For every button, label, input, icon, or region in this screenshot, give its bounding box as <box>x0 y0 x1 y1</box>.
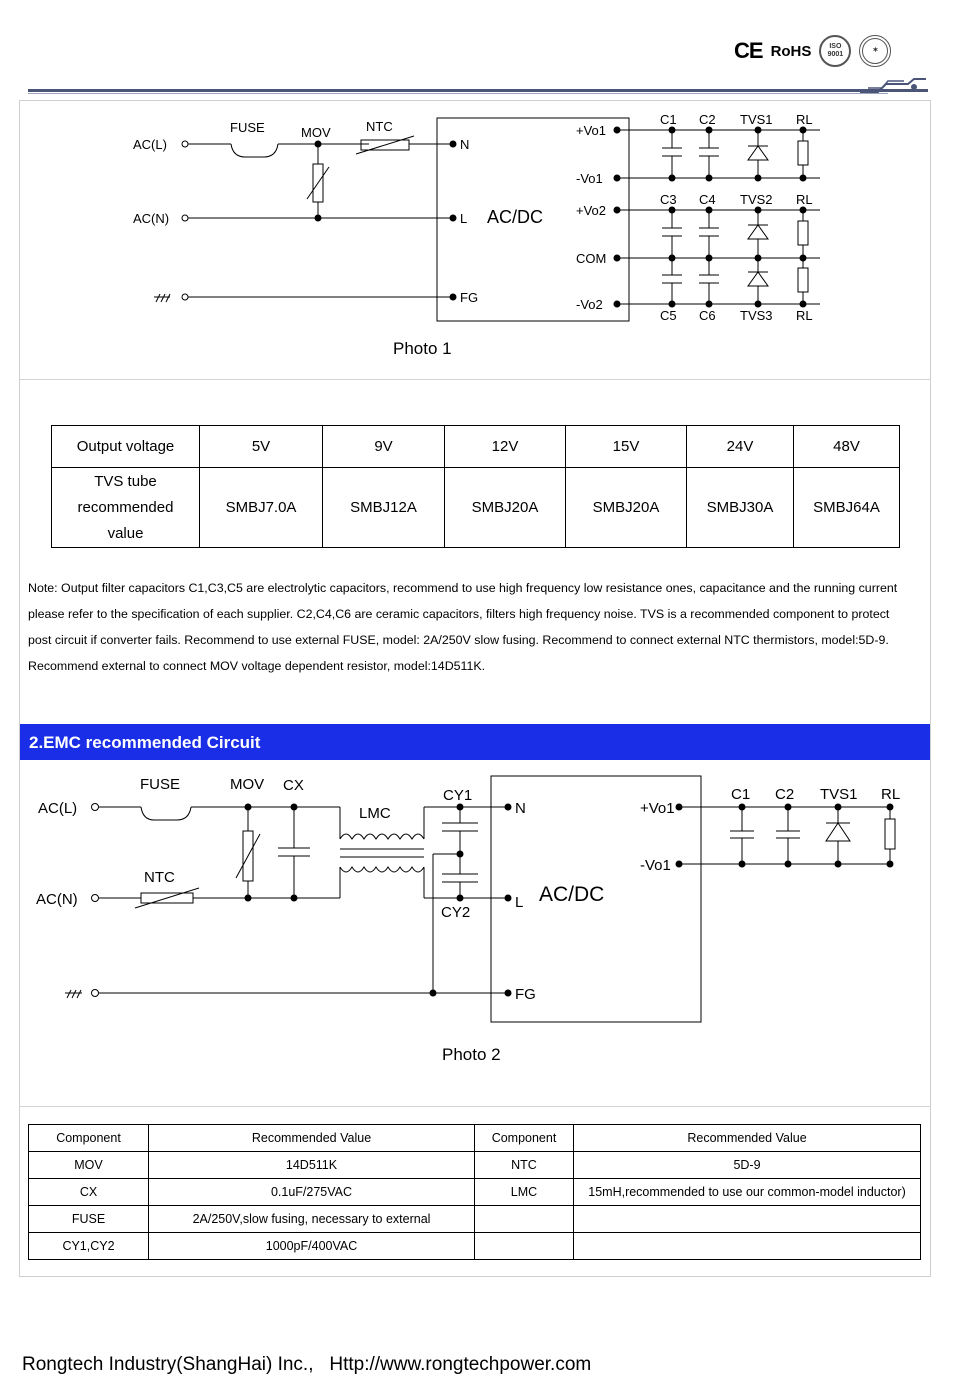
table-row <box>29 1125 921 1152</box>
p2-cx-label: CX <box>283 777 304 794</box>
table-cell: CY1,CY2 <box>29 1233 149 1260</box>
tvs-value-cell: SMBJ12A <box>323 468 445 548</box>
p2-rl-label: RL <box>881 786 901 803</box>
table-row <box>29 1206 921 1233</box>
rohs-mark: RoHS <box>770 42 812 60</box>
photo2-caption: Photo 2 <box>442 1045 501 1064</box>
p1-vo2m-label: -Vo2 <box>576 297 603 312</box>
table-cell: MOV <box>29 1152 149 1179</box>
table-row <box>52 468 900 548</box>
p2-vo1m-label: -Vo1 <box>640 857 671 874</box>
section-divider <box>20 1106 930 1107</box>
tvs-row-label <box>52 468 200 548</box>
header-rule-thin <box>28 93 888 94</box>
p2-tvs1-label: TVS1 <box>820 786 858 803</box>
p1-ac-n-label: AC(N) <box>133 211 170 226</box>
p1-rl2-label: RL <box>796 192 813 207</box>
p1-tvs3-label: TVS3 <box>740 308 773 323</box>
tvs-value-cell: SMBJ30A <box>687 468 794 548</box>
p2-fg-pin-label: FG <box>515 986 536 1003</box>
p1-c1-label: C1 <box>660 112 677 127</box>
tvs-row-label-line: value <box>107 524 144 542</box>
column-header: Recommended Value <box>149 1125 475 1152</box>
photo1-caption: Photo 1 <box>393 339 452 358</box>
table-cell <box>475 1206 574 1233</box>
p1-c6-label: C6 <box>699 308 716 323</box>
tvs-value-cell: SMBJ20A <box>566 468 687 548</box>
component-table <box>28 1124 921 1260</box>
tvs-recommendation-table <box>51 425 900 548</box>
voltage-cell: 12V <box>445 426 566 468</box>
p2-mov-label: MOV <box>230 776 265 793</box>
note-line: Recommend external to connect MOV voltage dependent resistor, model:14D511K. <box>28 659 486 673</box>
p2-cy2-label: CY2 <box>441 904 471 921</box>
ce-mark: CE <box>734 38 763 63</box>
p2-fuse-label: FUSE <box>140 776 181 793</box>
p1-mov-label: MOV <box>301 125 331 140</box>
photo2-circuit-diagram <box>20 761 930 1061</box>
p2-cy1-label: CY1 <box>443 787 473 804</box>
table-row <box>29 1179 921 1206</box>
p1-vo1m-label: -Vo1 <box>576 171 603 186</box>
p1-rl3-label: RL <box>796 308 813 323</box>
p2-ac-n-label: AC(N) <box>36 891 78 908</box>
circuit-trace-logo-icon <box>858 76 928 96</box>
tvs-row-label-line: recommended <box>77 498 174 516</box>
voltage-cell: 5V <box>200 426 323 468</box>
p1-c4-label: C4 <box>699 192 716 207</box>
footer-company: Rongtech Industry(ShangHai) Inc., <box>22 1354 314 1375</box>
table-cell <box>574 1233 921 1260</box>
section2-title: 2.EMC recommended Circuit <box>20 724 930 760</box>
note-paragraph <box>28 575 928 679</box>
p1-c5-label: C5 <box>660 308 677 323</box>
note-line: please refer to the specification of each supplier. C2,C4,C6 are ceramic capacitors, filters high frequency noise. TVS is a recommended component to protect <box>28 607 890 621</box>
table-cell: 15mH,recommended to use our common-model inductor) <box>574 1179 921 1206</box>
p1-n-pin-label: N <box>460 137 470 152</box>
tvs-value-cell: SMBJ64A <box>794 468 900 548</box>
table-cell: LMC <box>475 1179 574 1206</box>
p2-c2-label: C2 <box>775 786 795 803</box>
ac-l-terminal <box>182 141 188 147</box>
p2-n-pin-label: N <box>515 800 526 817</box>
table-cell <box>475 1233 574 1260</box>
iso-9001-seal-icon: ISO 9001 <box>819 35 851 67</box>
p2-vo1p-label: +Vo1 <box>640 800 675 817</box>
p1-ac-l-label: AC(L) <box>133 137 167 152</box>
table-row <box>29 1152 921 1179</box>
voltage-cell: 24V <box>687 426 794 468</box>
p2-ac-l-label: AC(L) <box>38 800 78 817</box>
p2-lmc-label: LMC <box>359 805 391 822</box>
p1-c2-label: C2 <box>699 112 716 127</box>
table-cell: CX <box>29 1179 149 1206</box>
p2-l-pin-label: L <box>515 894 524 911</box>
p1-acdc-label: AC/DC <box>487 207 544 227</box>
p2-acdc-label: AC/DC <box>539 883 605 906</box>
tvs-value-cell: SMBJ7.0A <box>200 468 323 548</box>
table-cell: FUSE <box>29 1206 149 1233</box>
table-cell: NTC <box>475 1152 574 1179</box>
section-divider <box>20 379 930 380</box>
fuse-symbol <box>231 144 278 157</box>
table-cell: 14D511K <box>149 1152 475 1179</box>
note-line: Note: Output filter capacitors C1,C3,C5 are electrolytic capacitors, recommend to use high frequency low resistance ones, capacitance and the running current <box>28 581 898 595</box>
lmc-upper-winding <box>340 834 424 839</box>
certification-seal-icon: ✶ <box>859 35 891 67</box>
p1-vo1p-label: +Vo1 <box>576 123 607 138</box>
header-rule <box>28 89 928 92</box>
column-header: Component <box>29 1125 149 1152</box>
note-line: post circuit if converter fails. Recommend to use external FUSE, model: 2A/250V slow fusing. Recommend to connect external NTC thermistors, model:5D-9. <box>28 633 889 647</box>
table-cell: 0.1uF/275VAC <box>149 1179 475 1206</box>
table-cell: 2A/250V,slow fusing, necessary to external <box>149 1206 475 1233</box>
voltage-cell: 15V <box>566 426 687 468</box>
p1-rl1-label: RL <box>796 112 813 127</box>
tvs-value-cell: SMBJ20A <box>445 468 566 548</box>
photo1-circuit-diagram <box>20 101 930 371</box>
footer <box>22 1354 591 1376</box>
output-voltage-header: Output voltage <box>52 426 200 468</box>
p1-ntc-label: NTC <box>366 119 393 134</box>
certification-marks <box>734 34 891 68</box>
voltage-cell: 9V <box>323 426 445 468</box>
p1-c3-label: C3 <box>660 192 677 207</box>
p1-fg-pin-label: FG <box>460 290 479 305</box>
voltage-cell: 48V <box>794 426 900 468</box>
p1-vo2p-label: +Vo2 <box>576 203 607 218</box>
column-header: Recommended Value <box>574 1125 921 1152</box>
datasheet-page <box>19 100 931 1277</box>
tvs-row-label-line: TVS tube <box>94 472 157 490</box>
lmc-lower-winding <box>340 867 424 872</box>
fuse-symbol <box>141 807 191 820</box>
p2-c1-label: C1 <box>731 786 751 803</box>
p2-ntc-label: NTC <box>144 869 175 886</box>
p1-tvs1-label: TVS1 <box>740 112 773 127</box>
column-header: Component <box>475 1125 574 1152</box>
p1-tvs2-label: TVS2 <box>740 192 773 207</box>
p1-com-label: COM <box>576 251 607 266</box>
table-row <box>29 1233 921 1260</box>
table-cell: 1000pF/400VAC <box>149 1233 475 1260</box>
p1-fuse-label: FUSE <box>230 120 265 135</box>
table-row <box>52 426 900 468</box>
footer-url[interactable]: Http://www.rongtechpower.com <box>329 1354 592 1375</box>
p1-l-pin-label: L <box>460 211 468 226</box>
table-cell <box>574 1206 921 1233</box>
table-cell: 5D-9 <box>574 1152 921 1179</box>
